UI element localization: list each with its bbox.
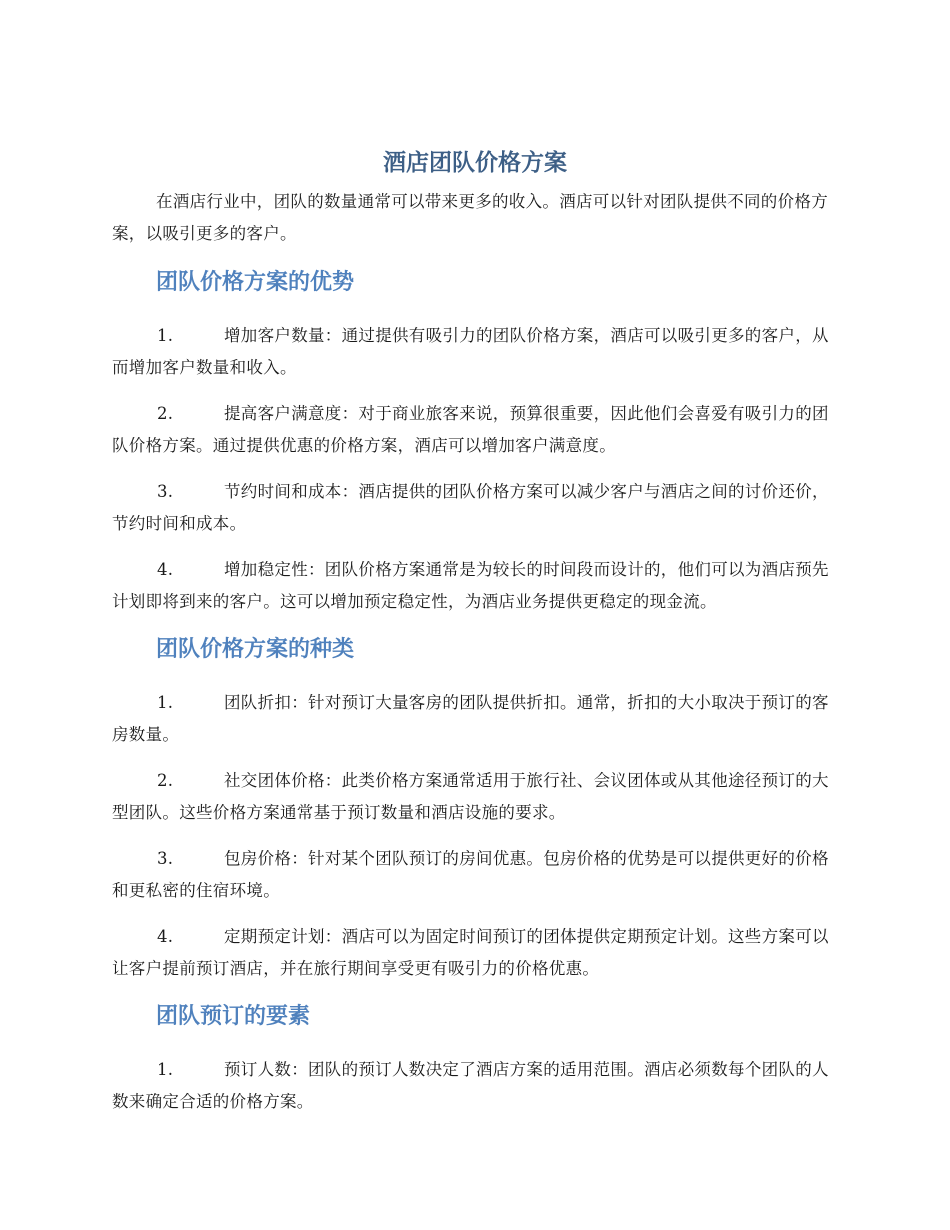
list-item (112, 765, 840, 829)
list-item-text: 团队折扣：针对预订大量客房的团队提供折扣。通常，折扣的大小取决于预订的客房数量。 (112, 693, 829, 744)
list-item (112, 398, 840, 462)
list-item-number: 1. (157, 693, 174, 712)
list-item-number: 3. (157, 482, 174, 501)
list-item (112, 687, 840, 751)
list-item-number: 4. (157, 927, 174, 946)
section-heading-types: 团队价格方案的种类 (156, 637, 355, 662)
list-item (112, 843, 840, 907)
list-item (112, 1054, 840, 1118)
list-item-number: 1. (157, 1060, 174, 1079)
section-heading-advantages: 团队价格方案的优势 (156, 270, 355, 295)
list-item-number: 1. (157, 326, 174, 345)
list-item-text: 社交团体价格：此类价格方案通常适用于旅行社、会议团体或从其他途径预订的大型团队。这些价格方案通常基于预订数量和酒店设施的要求。 (112, 771, 829, 822)
list-item-text: 预订人数：团队的预订人数决定了酒店方案的适用范围。酒店必须数每个团队的人数来确定合适的价格方案。 (112, 1060, 829, 1111)
list-item-text: 增加客户数量：通过提供有吸引力的团队价格方案，酒店可以吸引更多的客户，从而增加客户数量和收入。 (112, 326, 829, 377)
list-item-text: 增加稳定性：团队价格方案通常是为较长的时间段而设计的，他们可以为酒店预先计划即将到来的客户。这可以增加预定稳定性，为酒店业务提供更稳定的现金流。 (112, 560, 829, 611)
list-item-text: 节约时间和成本：酒店提供的团队价格方案可以减少客户与酒店之间的讨价还价，节约时间和成本。 (112, 482, 829, 533)
document-title: 酒店团队价格方案 (383, 150, 567, 176)
list-item-number: 3. (157, 849, 174, 868)
section-heading-booking-elements: 团队预订的要素 (156, 1004, 311, 1029)
list-item-number: 2. (157, 404, 174, 423)
list-item (112, 554, 840, 618)
list-item-text: 定期预定计划：酒店可以为固定时间预订的团体提供定期预定计划。这些方案可以让客户提前预订酒店，并在旅行期间享受更有吸引力的价格优惠。 (112, 927, 829, 978)
list-item (112, 476, 840, 540)
intro-paragraph: 在酒店行业中，团队的数量通常可以带来更多的收入。酒店可以针对团队提供不同的价格方案，以吸引更多的客户。 (112, 192, 828, 243)
list-item (112, 921, 840, 985)
list-item-text: 提高客户满意度：对于商业旅客来说，预算很重要，因此他们会喜爱有吸引力的团队价格方案。通过提供优惠的价格方案，酒店可以增加客户满意度。 (112, 404, 829, 455)
list-item-number: 2. (157, 771, 174, 790)
list-item (112, 320, 840, 384)
list-item-text: 包房价格：针对某个团队预订的房间优惠。包房价格的优势是可以提供更好的价格和更私密的住宿环境。 (112, 849, 829, 900)
list-item-number: 4. (157, 560, 174, 579)
